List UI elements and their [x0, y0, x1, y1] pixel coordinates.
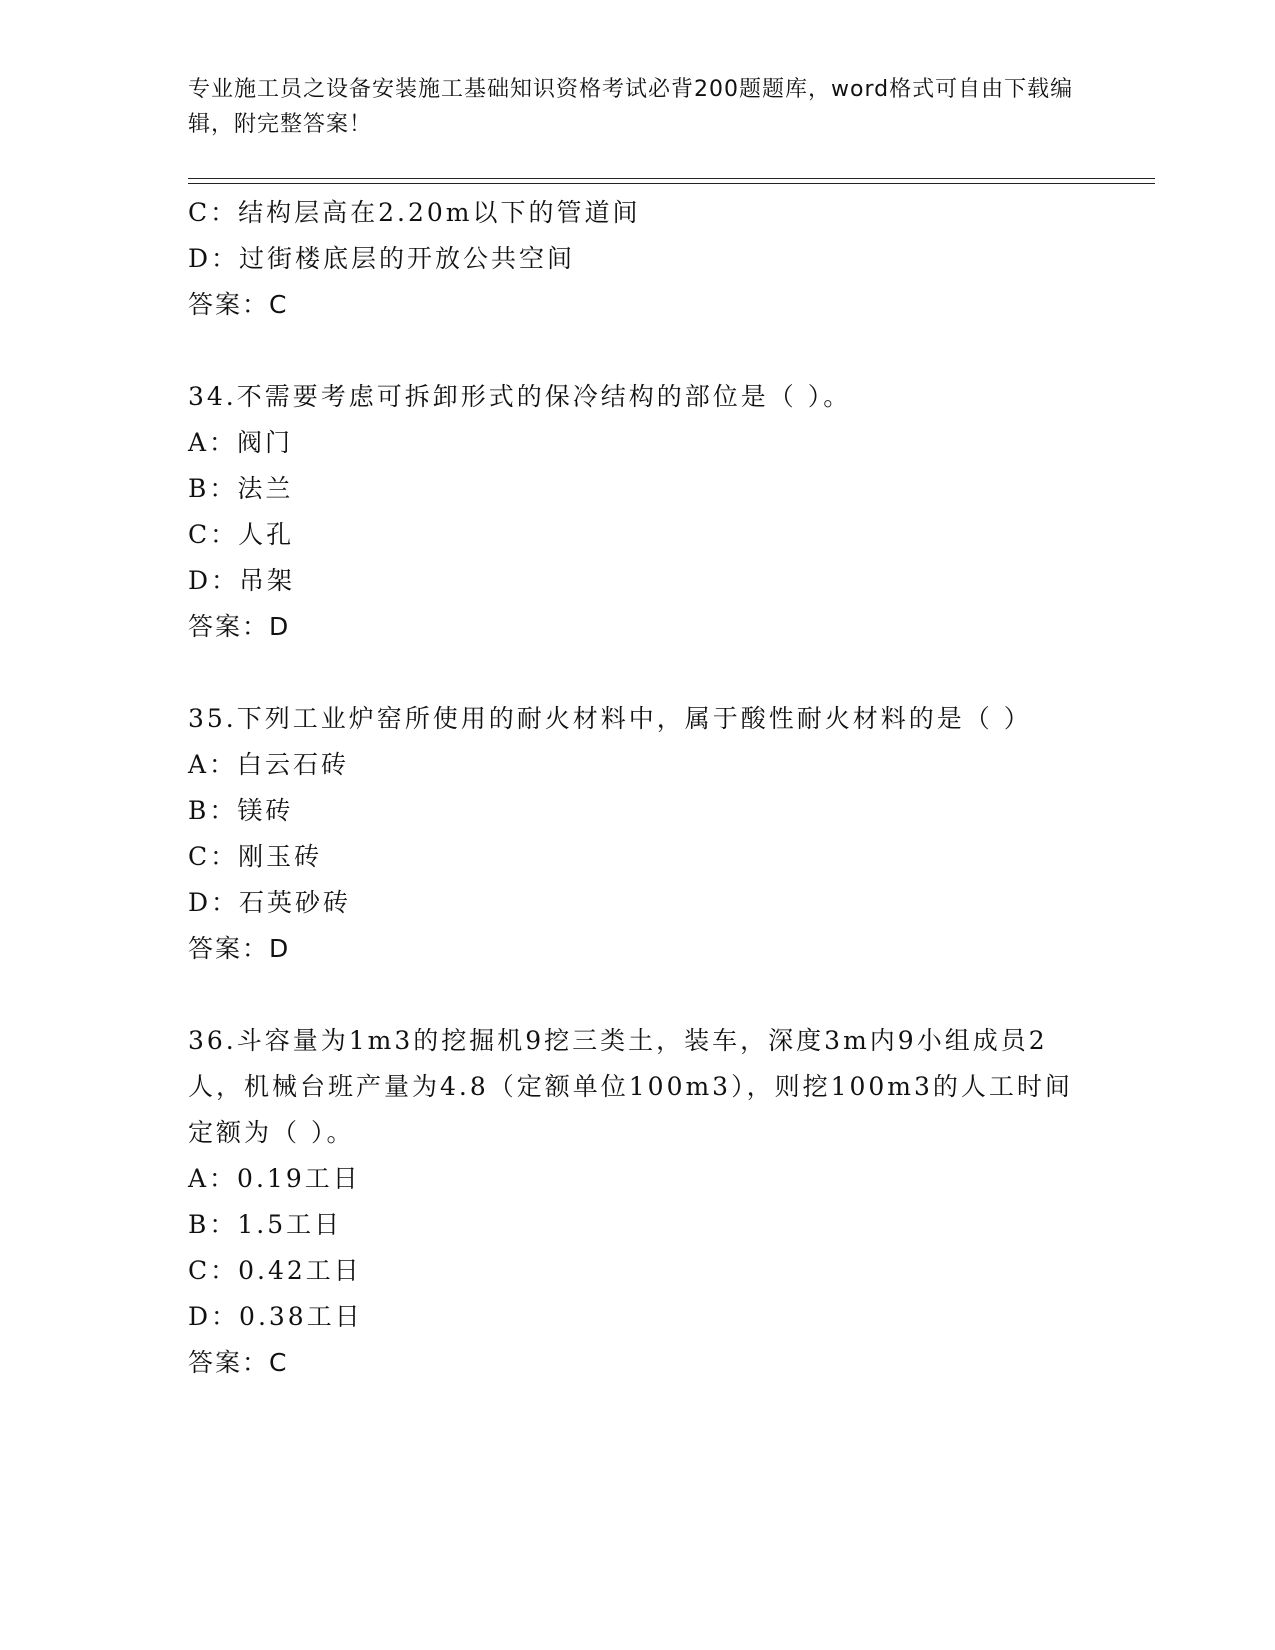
option-b: B：法兰 [188, 474, 294, 503]
question-list [188, 190, 1108, 1386]
option-a: A：白云石砖 [188, 750, 350, 779]
question-text: 35.下列工业炉窑所使用的耐火材料中，属于酸性耐火材料的是（ ） [188, 704, 1032, 733]
spacer [188, 972, 1108, 1018]
option-d: D：0.38工日 [188, 1302, 363, 1331]
question-block-36 [188, 1018, 1108, 1386]
option-d: D：吊架 [188, 566, 296, 595]
spacer [188, 650, 1108, 696]
option-c: C：人孔 [188, 520, 295, 549]
answer-line: 答案：D [188, 612, 291, 641]
option-c: C：结构层高在2.20m以下的管道间 [188, 198, 641, 227]
answer-line: 答案：D [188, 934, 291, 963]
option-d: D：过街楼底层的开放公共空间 [188, 244, 576, 273]
question-block-34 [188, 374, 1108, 650]
option-a: A：阀门 [188, 428, 294, 457]
option-b: B：镁砖 [188, 796, 294, 825]
option-a: A：0.19工日 [188, 1164, 361, 1193]
option-c: C：刚玉砖 [188, 842, 323, 871]
header-divider-bottom [188, 183, 1155, 184]
answer-line: 答案：C [188, 290, 289, 319]
option-d: D：石英砂砖 [188, 888, 352, 917]
answer-line: 答案：C [188, 1348, 289, 1377]
page-header: 专业施工员之设备安装施工基础知识资格考试必背200题题库，word格式可自由下载编辑，附完整答案！ [188, 77, 1074, 137]
header-divider-top [188, 178, 1155, 179]
option-c: C：0.42工日 [188, 1256, 362, 1285]
question-text: 34.不需要考虑可拆卸形式的保冷结构的部位是（ ）。 [188, 382, 852, 411]
option-b: B：1.5工日 [188, 1210, 343, 1239]
question-block-35 [188, 696, 1108, 972]
spacer [188, 328, 1108, 374]
question-block-prev [188, 190, 1108, 328]
question-text: 36.斗容量为1m3的挖掘机9挖三类土，装车，深度3m内9小组成员2人，机械台班产量为4.8（定额单位100m3），则挖100m3的人工时间定额为（ ）。 [188, 1026, 1073, 1147]
